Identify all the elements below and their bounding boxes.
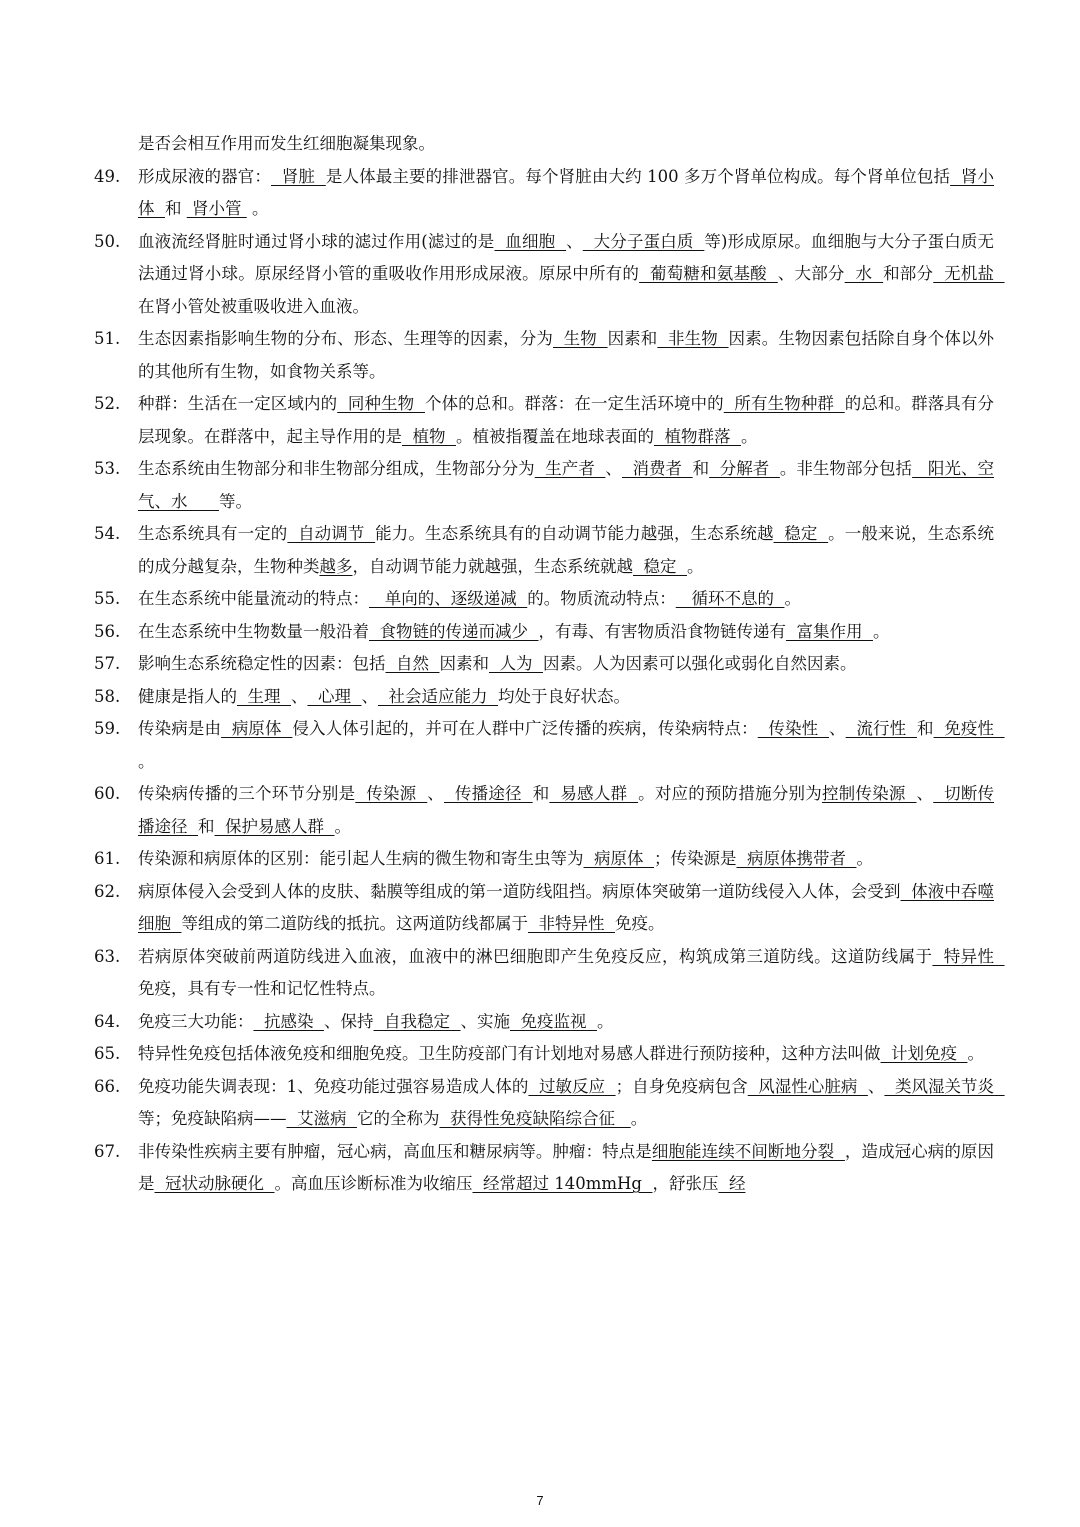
fill-blank-answer: 自动调节: [287, 524, 376, 543]
fill-blank-answer: 水: [844, 264, 884, 283]
list-item: [94, 323, 994, 388]
item-number: 51.: [94, 329, 121, 348]
fill-blank-answer: 生产者: [534, 459, 606, 478]
item-text: 生态系统由生物部分和非生物部分组成，生物部分分为: [138, 459, 535, 478]
item-number: 60.: [94, 784, 121, 803]
fill-blank-answer: 消费者: [621, 459, 693, 478]
fill-blank-answer: 病原体: [221, 719, 293, 738]
item-text: 、实施: [460, 1011, 510, 1031]
fill-blank-answer: 保护易感人群: [214, 816, 335, 836]
list-item: [94, 843, 994, 876]
fill-blank-answer: 越多: [319, 556, 353, 576]
item-text: 个体的总和。群落：在一定生活环境中的: [424, 394, 724, 413]
list-item: [94, 876, 994, 941]
item-text: 。对应的预防措施分别为: [638, 784, 822, 803]
item-text: ，造成冠心病的原因是: [138, 1141, 995, 1193]
item-text: 、大部分: [777, 264, 845, 283]
item-text: 非传染性疾病主要有肿瘤，冠心病，高血压和糖尿病等。肿瘤：特点是: [138, 1141, 652, 1161]
item-text: 和: [532, 784, 550, 803]
item-text: 。: [596, 1011, 614, 1031]
item-text: 血液流经肾脏时通过肾小球的滤过作用(滤过的是: [138, 231, 495, 251]
item-text: 在生态系统中能量流动的特点：: [138, 589, 369, 608]
item-text: 因素和: [439, 654, 489, 673]
item-text: 免疫功能失调表现：1、免疫功能过强容易造成人体的: [138, 1076, 529, 1096]
item-text: 传染病是由: [138, 719, 222, 738]
item-text: 能力。生态系统具有的自动调节能力越强，生态系统越: [375, 524, 774, 543]
item-text: 、: [566, 231, 583, 251]
item-text: ，舒张压: [652, 1174, 719, 1193]
item-text: ；传染源是: [653, 849, 737, 868]
fill-blank-answer: 富集作用: [785, 621, 873, 641]
item-text: 。: [138, 751, 155, 771]
item-text: 和部分: [883, 264, 934, 283]
item-number: 49.: [94, 166, 121, 186]
item-text: 、: [867, 1076, 885, 1096]
item-text: 免疫。: [614, 914, 665, 933]
item-text: 、: [361, 686, 378, 706]
item-text: 它的全称为: [356, 1109, 440, 1128]
list-item: [94, 226, 1005, 324]
item-text: 等组成的第二道防线的抵抗。这两道防线都属于: [181, 914, 528, 933]
fill-blank-answer: 食物链的传递而减少: [369, 621, 539, 641]
list-item: [94, 1038, 994, 1071]
item-text: 。: [784, 589, 801, 608]
fill-blank-answer: 人为: [488, 654, 543, 673]
item-text: 免疫，具有专一性和记忆性特点。: [138, 979, 386, 998]
fill-blank-answer: 免疫性: [933, 719, 1005, 738]
item-text: 。: [740, 426, 758, 446]
item-text: 。: [872, 621, 890, 641]
item-text: 免疫三大功能：: [138, 1011, 254, 1031]
item-text: 在肾小管处被重吸收进入血液。: [138, 296, 369, 316]
fill-blank-answer: 单向的、逐级递减: [369, 589, 528, 608]
fill-blank-answer: 传播途径: [443, 784, 533, 803]
list-item: [94, 518, 994, 583]
fill-blank-answer: 过敏反应: [528, 1076, 616, 1096]
fill-blank-answer: 心理: [307, 686, 362, 706]
fill-blank-answer: 体液中吞噬细胞: [138, 881, 994, 933]
item-number: 58.: [94, 686, 121, 706]
item-text: 均处于良好状态。: [497, 686, 630, 706]
list-item: [94, 648, 994, 681]
fill-blank-answer: 无机盐: [933, 264, 1005, 283]
item-number: 50.: [94, 231, 121, 251]
item-number: 64.: [94, 1011, 121, 1031]
fill-blank-answer: 切断传播途径: [138, 784, 995, 836]
item-number: 57.: [94, 654, 121, 673]
fill-blank-answer: 生理: [237, 686, 291, 706]
fill-blank-answer: 计划免疫: [880, 1044, 968, 1063]
item-text: 。: [246, 199, 269, 218]
list-item: [94, 941, 1005, 1006]
fill-blank-answer: 获得性免疫缺陷综合征: [439, 1109, 631, 1128]
item-text: 、保持: [323, 1011, 374, 1031]
item-number: 67.: [94, 1141, 121, 1161]
item-number: 59.: [94, 719, 121, 738]
item-number: 66.: [94, 1076, 121, 1096]
fill-blank-answer: 传染性: [757, 719, 830, 738]
item-number: 63.: [94, 946, 121, 966]
item-text: 种群：生活在一定区域内的: [138, 394, 338, 413]
item-text: 、: [427, 784, 444, 803]
fill-blank-answer: 自然: [385, 654, 440, 673]
fill-blank-answer: 生物: [552, 329, 608, 348]
list-item: [94, 1006, 994, 1039]
item-text: 若病原体突破前两道防线进入血液，血液中的淋巴细胞即产生免疫反应，构筑成第三道防线。这道防线属于: [138, 946, 933, 966]
item-text: 。非生物部分包括: [779, 459, 913, 478]
document-body: [94, 128, 1005, 1201]
page-number: 7: [536, 1493, 544, 1508]
fill-blank-answer: 经常超过 140mmHg: [472, 1174, 653, 1193]
fill-blank-answer: 大分子蛋白质: [582, 231, 705, 251]
item-text: ；自身免疫病包含: [615, 1076, 748, 1096]
item-number: 65.: [94, 1044, 121, 1063]
list-item: [94, 616, 994, 649]
fill-blank-answer: 所有生物种群: [723, 394, 845, 413]
item-text: 生态系统具有一定的: [138, 524, 288, 543]
fill-blank-answer: 传染源: [355, 784, 428, 803]
item-text: 。: [630, 1109, 648, 1128]
item-text: 因素。生物因素包括除自身个体以外的其他所有生物，如食物关系等。: [138, 329, 995, 381]
item-text: 因素和: [607, 329, 658, 348]
list-item: [94, 161, 994, 226]
fill-blank-answer: 肾脏: [271, 166, 326, 186]
item-text: 。一般来说，生态系统的成分越复杂，生物种类: [138, 524, 995, 576]
item-text: 的总和。群落具有分层现象。在群落中，起主导作用的是: [138, 394, 995, 446]
list-item: [94, 681, 994, 714]
item-number: 62.: [94, 881, 121, 901]
fill-blank-answer: 同种生物: [337, 394, 425, 413]
item-text: 。: [686, 556, 704, 576]
fill-blank-answer: 植物: [402, 426, 456, 446]
item-number: 54.: [94, 524, 121, 543]
item-text: 是人体最主要的排泄器官。每个肾脏由大约 100 多万个肾单位构成。每个肾单位包括: [325, 166, 951, 186]
item-text: 传染病传播的三个环节分别是: [138, 784, 356, 803]
item-text: 。: [334, 816, 351, 836]
item-number: 52.: [94, 394, 121, 413]
item-text: 因素。人为因素可以强化或弱化自然因素。: [542, 654, 857, 673]
item-text: 。: [967, 1044, 984, 1063]
fill-blank-answer: 易感人群: [549, 784, 639, 803]
item-text: 。高血压诊断标准为收缩压: [274, 1174, 473, 1193]
fill-blank-answer: 免疫监视: [509, 1011, 597, 1031]
item-text: 和: [165, 199, 187, 218]
list-item: [94, 453, 994, 518]
fill-blank-answer: 冠状动脉硬化: [154, 1174, 275, 1193]
fill-blank-answer: 病原体: [583, 849, 654, 868]
fill-blank-answer: 自我稳定: [373, 1011, 461, 1031]
item-text: 等)形成原尿。血细胞与大分子蛋白质无法通过肾小球。原尿经肾小管的重吸收作用形成尿液。原尿中所有的: [138, 231, 995, 283]
item-text: 、: [290, 686, 308, 706]
fill-blank-answer: 分解者: [709, 459, 780, 478]
fill-blank-answer: 风湿性心脏病: [747, 1076, 868, 1096]
item-text: 等。: [218, 491, 252, 511]
fill-blank-answer: 抗感染: [253, 1011, 324, 1031]
item-text: 、: [916, 784, 934, 803]
fill-blank-answer: 艾滋病: [286, 1109, 357, 1128]
fill-blank-answer: 病原体携带者: [736, 849, 857, 868]
item-text: ，自动调节能力就越强，生态系统就越: [352, 556, 633, 576]
item-number: 53.: [94, 459, 121, 478]
fill-blank-answer: 肾小管: [186, 199, 247, 218]
fill-blank-answer: 稳定: [773, 524, 829, 543]
item-text: 在生态系统中生物数量一般沿着: [138, 621, 369, 641]
item-list: [94, 161, 1005, 1201]
list-item: [94, 1136, 994, 1201]
item-text: 生态因素指影响生物的分布、形态、生理等的因素，分为: [138, 329, 553, 348]
fill-blank-answer: 控制传染源: [821, 784, 917, 803]
fill-blank-answer: 循环不息的: [675, 589, 785, 608]
item-text: 。: [856, 849, 873, 868]
list-item: [94, 583, 994, 616]
item-text: 。植被指覆盖在地球表面的: [455, 426, 654, 446]
fill-blank-answer: 经: [718, 1174, 746, 1193]
item-number: 61.: [94, 849, 121, 868]
fill-blank-answer: 非生物: [657, 329, 729, 348]
item-text: 传染源和病原体的区别：能引起人生病的微生物和寄生虫等为: [138, 849, 584, 868]
item-text: 病原体侵入会受到人体的皮肤、黏膜等组成的第一道防线阻挡。病原体突破第一道防线侵入人体，会受到: [138, 881, 901, 901]
fill-blank-answer: 流行性: [845, 719, 917, 738]
item-text: 影响生态系统稳定性的因素：包括: [138, 654, 386, 673]
fill-blank-answer: 细胞能连续不间断地分裂: [651, 1141, 845, 1161]
fill-blank-answer: 血细胞: [494, 231, 567, 251]
continued-text: 是否会相互作用而发生红细胞凝集现象。: [138, 134, 435, 153]
item-number: 55.: [94, 589, 121, 608]
list-item: [94, 713, 1005, 778]
item-number: 56.: [94, 621, 121, 641]
item-text: 和: [692, 459, 710, 478]
fill-blank-answer: 社会适应能力: [377, 686, 498, 706]
fill-blank-answer: 肾小体: [138, 166, 995, 218]
fill-blank-answer: 类风湿关节炎: [884, 1076, 1005, 1096]
item-text: 和: [198, 816, 215, 836]
fill-blank-answer: 植物群落: [653, 426, 741, 446]
item-text: 形成尿液的器官：: [138, 166, 272, 186]
item-text: 的。物质流动特点：: [527, 589, 676, 608]
item-text: 、: [829, 719, 846, 738]
list-item: [94, 388, 994, 453]
item-text: 特异性免疫包括体液免疫和细胞免疫。卫生防疫部门有计划地对易感人群进行预防接种，这种方法叫做: [138, 1044, 881, 1063]
fill-blank-answer: 葡萄糖和氨基酸: [639, 264, 778, 283]
list-item: [94, 1071, 1005, 1136]
item-text: 健康是指人的: [138, 686, 237, 706]
fill-blank-answer: 稳定: [633, 556, 687, 576]
fill-blank-answer: 阳光、空气、水: [138, 459, 995, 511]
item-text: 侵入人体引起的，并可在人群中广泛传播的疾病，传染病特点：: [292, 719, 758, 738]
item-text: 和: [916, 719, 934, 738]
item-text: ，有毒、有害物质沿食物链传递有: [538, 621, 786, 641]
item-text: 等；免疫缺陷病——: [138, 1109, 287, 1128]
item-text: 、: [605, 459, 622, 478]
fill-blank-answer: 非特异性: [528, 914, 615, 933]
list-item: [94, 778, 994, 843]
fill-blank-answer: 特异性: [932, 946, 1005, 966]
